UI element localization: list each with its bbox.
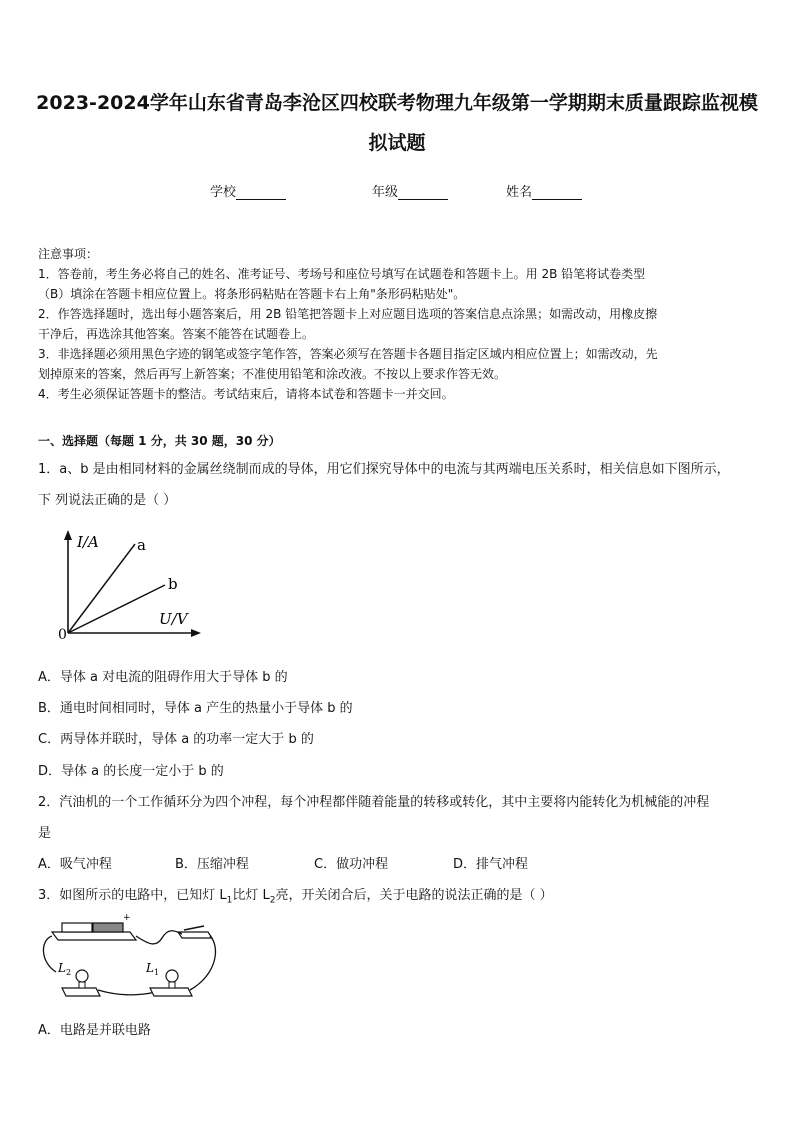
q1-stem-line2: 下 列说法正确的是（ ） [38,493,177,508]
line-b-label: b [168,575,178,593]
switch-blade [184,926,204,930]
q1-option-d: D．导体 a 的长度一定小于 b 的 [38,764,224,779]
lamp1-bulb [166,970,178,982]
q2-stem-line1: 2．汽油机的一个工作循环分为四个冲程，每个冲程都伴随着能量的转移或转化，其中主要将内能转化为机械能的冲程 [38,795,710,810]
lamp1-socket [169,982,175,988]
notes-line: 1．答卷前，考生务必将自己的姓名、准考证号、考场号和座位号填写在试题卷和答题卡上。用 2B 铅笔将试卷类型 [38,267,646,281]
notes-line: 4．考生必须保证答题卡的整洁。考试结束后，请将本试卷和答题卡一并交回。 [38,387,454,401]
battery-board [52,932,136,940]
name-blank [532,185,582,200]
q3-circuit-figure [38,912,218,1004]
battery-cell-2 [93,923,123,932]
wire [190,936,215,990]
lamp2-sub: 2 [66,968,72,977]
notes-line: 干净后，再选涂其他答案。答案不能答在试题卷上。 [38,327,315,341]
battery-cell-1 [62,923,92,932]
q3-option-a: A．电路是并联电路 [38,1023,151,1038]
q1-iu-graph [55,528,205,648]
grade-label: 年级 [372,185,399,200]
y-axis-arrow [64,530,72,540]
q2-option-d: D．排气冲程 [453,857,529,872]
q1-stem-line1: 1．a、b 是由相同材料的金属丝绕制而成的导体，用它们探究导体中的电流与其两端电压关系时，相关信息如下图所示， [38,462,730,477]
notes-line: 划掉原来的答案，然后再写上新答案；不准使用铅笔和涂改液。不按以上要求作答无效。 [38,367,507,381]
line-a [68,544,135,633]
wire [136,931,182,944]
x-axis-label: U/V [159,610,188,628]
exam-title-line2: 拟试题 [368,132,426,154]
q1-option-c: C．两导体并联时，导体 a 的功率一定大于 b 的 [38,732,314,747]
line-b [68,585,165,633]
school-label: 学校 [210,185,237,200]
q2-stem-line2: 是 [38,826,52,841]
wire [98,990,156,995]
q2-option-c: C．做功冲程 [314,857,389,872]
line-a-label: a [137,536,146,554]
battery-plus-label: + [123,913,131,923]
q1-option-b: B．通电时间相同时，导体 a 产生的热量小于导体 b 的 [38,701,353,716]
switch-board [178,932,212,938]
grade-blank [398,185,448,200]
school-blank [236,185,286,200]
name-field [506,181,582,200]
origin-label: 0 [58,627,67,643]
lamp2-bulb [76,970,88,982]
notes-block [38,244,760,404]
notes-line: （B）填涂在答题卡相应位置上。将条形码粘贴在答题卡右上角"条形码粘贴处"。 [38,287,466,301]
exam-title-line1: 2023-2024学年山东省青岛李沧区四校联考物理九年级第一学期期末质量跟踪监视模 [36,92,758,114]
lamp2-label: L [58,961,66,975]
notes-line: 2．作答选择题时，选出每小题答案后，用 2B 铅笔把答题卡上对应题目选项的答案信息点涂黑；如需改动，用橡皮擦 [38,307,658,321]
q2-option-b: B．压缩冲程 [175,857,249,872]
section-heading: 一、选择题（每题 1 分，共 30 题，30 分） [38,434,281,448]
lamp1-sub: 1 [154,968,160,977]
wire [43,936,56,972]
lamp2-board [62,988,100,996]
lamp1-label: L [146,961,154,975]
lamp1-board [150,988,192,996]
grade-field [372,181,448,200]
q3-stem: 3．如图所示的电路中，已知灯 $L_1$比灯 $L_2$亮，开关闭合后，关于电路的说法正确的是（ ） [38,888,553,906]
q2-option-a: A．吸气冲程 [38,857,112,872]
q1-option-a: A．导体 a 对电流的阻碍作用大于导体 b 的 [38,670,288,685]
lamp2-socket [79,982,85,988]
y-axis-label: I/A [77,533,99,551]
name-label: 姓名 [506,185,533,200]
notes-heading: 注意事项： [38,247,99,261]
school-field [210,181,286,200]
x-axis-arrow [191,629,201,637]
notes-line: 3．非选择题必须用黑色字迹的钢笔或签字笔作答，答案必须写在答题卡各题目指定区域内相应位置上；如需改动，先 [38,347,658,361]
